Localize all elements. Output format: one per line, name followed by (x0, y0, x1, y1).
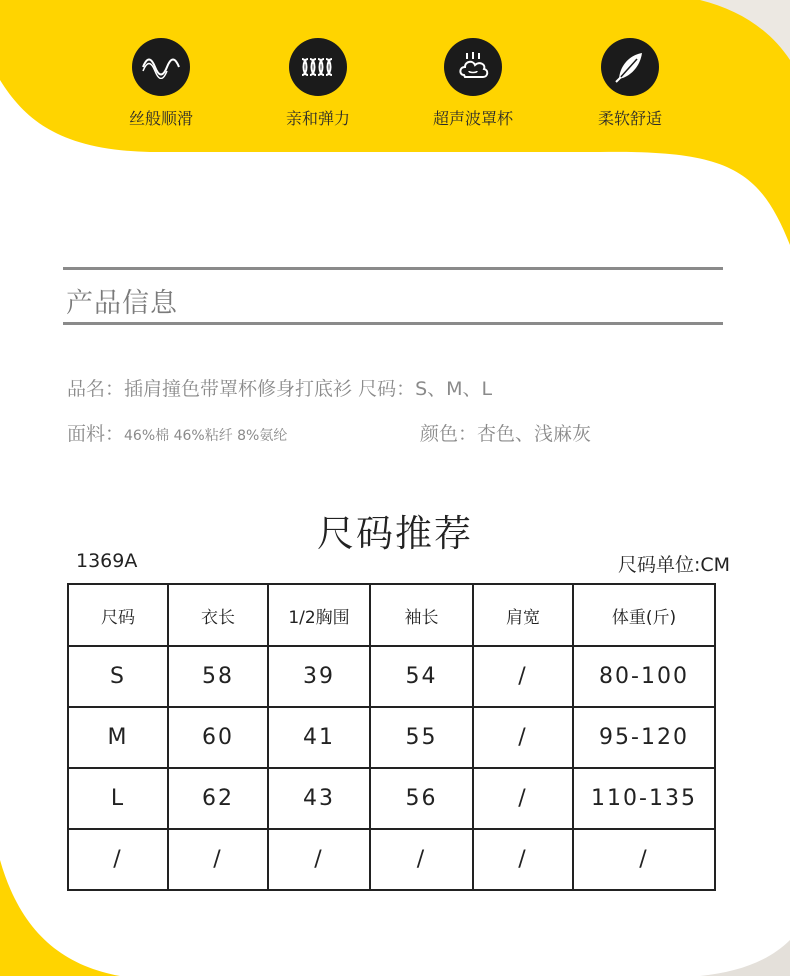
table-cell: / (473, 646, 573, 707)
size-unit: 尺码单位:CM (617, 554, 730, 576)
color-value: 杏色、浅麻灰 (477, 423, 592, 445)
feature-smooth (91, 38, 231, 129)
fabric-label: 面料： (67, 423, 125, 445)
feature-stretch (248, 38, 388, 129)
feature-label: 丝般顺滑 (128, 109, 193, 128)
table-cell: / (473, 829, 573, 890)
feather-icon (601, 38, 659, 96)
table-cell: M (68, 707, 168, 768)
size-label: 尺码： (358, 378, 416, 400)
name-label: 品名： (67, 378, 125, 400)
table-cell: 60 (168, 707, 268, 768)
header-cell: 1/2胸围 (268, 584, 370, 646)
feature-label: 超声波罩杯 (432, 109, 513, 128)
feature-label: 柔软舒适 (597, 109, 662, 128)
table-cell: 56 (370, 768, 473, 829)
feature-soft (560, 38, 700, 129)
feature-cup (403, 38, 543, 129)
table-cell: 58 (168, 646, 268, 707)
size-value: S、M、L (415, 378, 493, 400)
header-cell: 尺码 (68, 584, 168, 646)
table-row (68, 646, 715, 707)
header-cell: 袖长 (370, 584, 473, 646)
fabric-value: 46%棉 46%粘纤 8%氨纶 (124, 428, 288, 444)
table-row (68, 707, 715, 768)
table-row (68, 829, 715, 890)
table-row (68, 768, 715, 829)
product-code: 1369A (76, 550, 138, 572)
table-cell: / (68, 829, 168, 890)
feature-label: 亲和弹力 (285, 109, 350, 128)
table-cell: / (268, 829, 370, 890)
header-cell: 肩宽 (473, 584, 573, 646)
stretch-loops-icon (289, 38, 347, 96)
table-cell: L (68, 768, 168, 829)
table-cell: / (473, 768, 573, 829)
table-cell: 54 (370, 646, 473, 707)
color-line (420, 419, 591, 446)
section-title: 产品信息 (66, 288, 178, 319)
fabric-line (67, 419, 287, 446)
table-cell: 62 (168, 768, 268, 829)
header-cell: 体重(斤) (573, 584, 715, 646)
size-chart-title: 尺码推荐 (317, 512, 473, 555)
table-cell: / (473, 707, 573, 768)
color-label: 颜色： (420, 423, 478, 445)
table-cell: / (573, 829, 715, 890)
wave-icon (132, 38, 190, 96)
product-name-line (67, 374, 492, 401)
table-cell: S (68, 646, 168, 707)
divider-bottom (63, 322, 723, 325)
table-cell: 55 (370, 707, 473, 768)
table-cell: / (370, 829, 473, 890)
table-header-row (68, 584, 715, 646)
table-cell: 110-135 (573, 768, 715, 829)
size-table (67, 583, 716, 891)
name-value: 插肩撞色带罩杯修身打底衫 (124, 378, 353, 400)
table-cell: 41 (268, 707, 370, 768)
table-cell: 39 (268, 646, 370, 707)
header-cell: 衣长 (168, 584, 268, 646)
table-cell: / (168, 829, 268, 890)
table-cell: 95-120 (573, 707, 715, 768)
table-cell: 43 (268, 768, 370, 829)
divider-top (63, 267, 723, 270)
cloud-cup-icon (444, 38, 502, 96)
table-cell: 80-100 (573, 646, 715, 707)
